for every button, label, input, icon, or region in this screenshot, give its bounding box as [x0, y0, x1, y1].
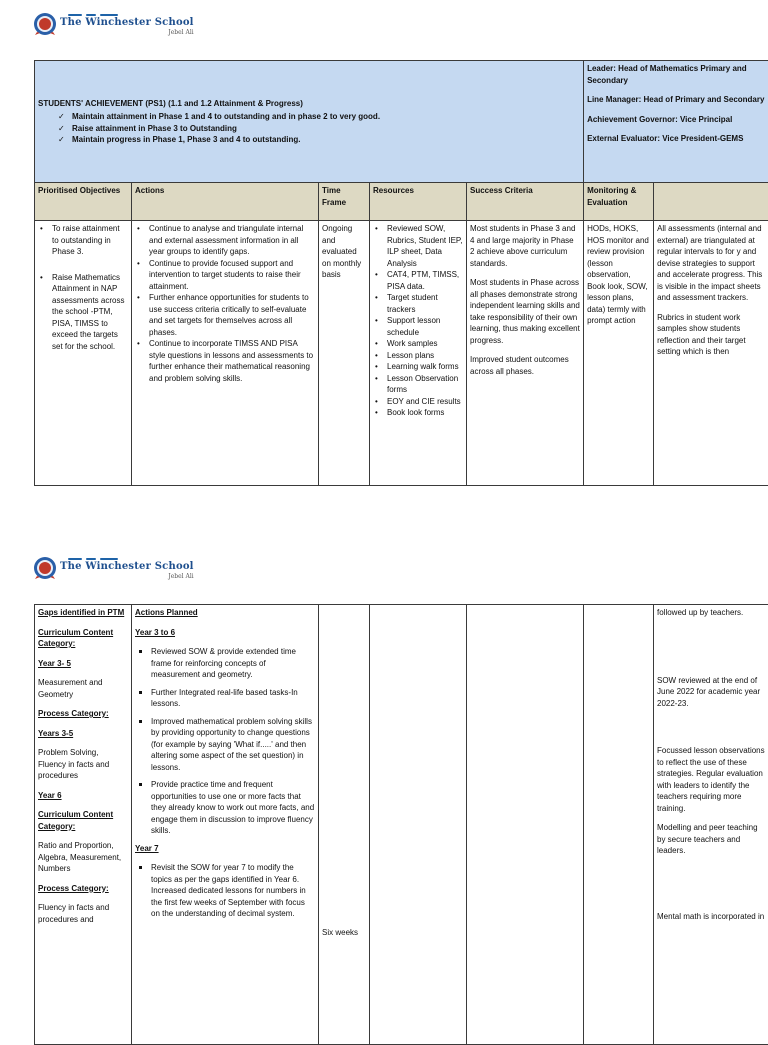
header-goals [35, 61, 584, 183]
evaluation-cell [654, 221, 768, 486]
col-resources: Resources [370, 183, 467, 221]
success-cell [467, 605, 584, 1045]
time-value: Six weeks [322, 927, 366, 939]
goal-item: ✓ Maintain progress in Phase 1, Phase 3 and 4 to outstanding. [58, 134, 580, 146]
resource-item: • EOY and CIE results [373, 396, 463, 408]
time-cell [319, 605, 370, 1045]
school-name: The Winchester School [60, 18, 194, 28]
line-manager: Line Manager: Head of Primary and Secondary [587, 94, 765, 106]
actions-planned-cell [132, 605, 319, 1045]
goal-item: ✓ Raise attainment in Phase 3 to Outstanding [58, 123, 580, 135]
school-logo [33, 12, 194, 36]
gap-heading: Curriculum Content Category: [38, 627, 128, 650]
planned-action: Revisit the SOW for year 7 to modify the topics as per the gaps identified in Year 6. Increased dedicated lessons for numbers in the first few weeks of September with focus on the understanding of decimal system. [135, 862, 315, 920]
action-item: • Continue to provide focused support and intervention to target students to raise their attainment. [135, 258, 315, 293]
header-title: STUDENTS' ACHIEVEMENT (PS1) (1.1 and 1.2 Attainment & Progress) [38, 98, 580, 110]
gaps-cell [35, 605, 132, 1045]
success-cell [467, 221, 584, 486]
resources-cell [370, 221, 467, 486]
school-crest-icon [33, 556, 57, 580]
objective-item: • To raise attainment to outstanding in Phase 3. [38, 223, 128, 258]
monitoring-cell: HODs, HOKS, HOS monitor and review provision (lesson observation, Book look, SOW, lesson plans, data) termly with prompt action [584, 221, 654, 486]
resource-item: • Learning walk forms [373, 361, 463, 373]
evaluator: External Evaluator: Vice President-GEMS [587, 133, 765, 145]
success-item: Improved student outcomes across all phases. [470, 354, 580, 377]
evaluation-item: followed up by teachers. [657, 607, 765, 619]
action-item: • Continue to analyse and triangulate internal and external assessment information in all year groups to identify gaps. [135, 223, 315, 258]
year-heading: Year 3 to 6 [135, 627, 315, 639]
header-roles [584, 61, 768, 183]
actions-cell [132, 221, 319, 486]
col-actions: Actions [132, 183, 319, 221]
evaluation-item: Modelling and peer teaching by secure teachers and leaders. [657, 822, 765, 857]
col-time: Time Frame [319, 183, 370, 221]
gap-item: Ratio and Proportion, Algebra, Measurement, Numbers [38, 840, 128, 875]
resource-item: • Target student trackers [373, 292, 463, 315]
evaluation-cell [654, 605, 768, 1045]
resource-item: • CAT4, PTM, TIMSS, PISA data. [373, 269, 463, 292]
action-item: • Further enhance opportunities for students to use success criteria critically to self-evaluate and set targets for themselves across all phases. [135, 292, 315, 338]
planned-action: Improved mathematical problem solving skills by providing opportunity to change questions (for example by saying 'What if.....' and then altering some aspect of the set question) in lessons. [135, 716, 315, 774]
resource-item: • Book look forms [373, 407, 463, 419]
school-location: Jebel Ali [60, 574, 194, 580]
gap-heading: Curriculum Content Category: [38, 809, 128, 832]
col-evaluation [654, 183, 768, 221]
leader: Leader: Head of Mathematics Primary and Secondary [587, 63, 765, 86]
resource-item: • Lesson Observation forms [373, 373, 463, 396]
objectives-cell [35, 221, 132, 486]
success-item: Most students in Phase 3 and 4 and large majority in Phase 2 achieve above curriculum standards. [470, 223, 580, 269]
evaluation-item: Focussed lesson observations to reflect the use of these strategies. Regular evaluation with leaders to identify the teachers requiring more training. [657, 745, 765, 814]
arabic-name [60, 556, 130, 562]
school-name: The Winchester School [60, 562, 194, 572]
goals-list [38, 111, 580, 146]
evaluation-item: Mental math is incorporated in [657, 911, 765, 923]
gap-item: Problem Solving, Fluency in facts and procedures [38, 747, 128, 782]
time-cell: Ongoing and evaluated on monthly basis [319, 221, 370, 486]
gap-heading: Years 3-5 [38, 728, 128, 740]
gap-item: Fluency in facts and procedures and [38, 902, 128, 925]
actions-planned-title: Actions Planned [135, 607, 315, 619]
col-objectives: Prioritised Objectives [35, 183, 132, 221]
school-logo [33, 556, 194, 580]
evaluation-item: SOW reviewed at the end of June 2022 for academic year 2022-23. [657, 675, 765, 710]
governor: Achievement Governor: Vice Principal [587, 114, 765, 126]
gap-heading: Year 6 [38, 790, 128, 802]
resources-cell [370, 605, 467, 1045]
planned-action: Further Integrated real-life based tasks-In lessons. [135, 687, 315, 710]
objective-item: • Raise Mathematics Attainment in NAP assessments across the school -PTM, PISA, TIMSS to exceed the targets set for the school. [38, 272, 128, 353]
gaps-title: Gaps identified in PTM [38, 607, 128, 619]
resource-item: • Support lesson schedule [373, 315, 463, 338]
year-heading: Year 7 [135, 843, 315, 855]
planned-action: Reviewed SOW & provide extended time frame for reinforcing concepts of measurement and geometry. [135, 646, 315, 681]
school-location: Jebel Ali [60, 30, 194, 36]
evaluation-item: All assessments (internal and external) are triangulated at regular intervals to for y and devise strategies to support and accelerate progress. This is visible in the impact sheets and assessment trackers. [657, 223, 765, 304]
gap-heading: Year 3- 5 [38, 658, 128, 670]
resource-item: • Lesson plans [373, 350, 463, 362]
gaps-table [34, 604, 768, 1045]
action-item: • Continue to incorporate TIMSS AND PISA style questions in lessons and assessments to further enhance their mathematical reasoning and problem solving skills. [135, 338, 315, 384]
monitoring-cell [584, 605, 654, 1045]
resource-item: • Work samples [373, 338, 463, 350]
gap-item: Measurement and Geometry [38, 677, 128, 700]
arabic-name [60, 12, 130, 18]
evaluation-item: Rubrics in student work samples show students reflection and their target setting which is then [657, 312, 765, 358]
success-item: Most students in Phase across all phases demonstrate strong independent learning skills and take responsibility of their own learning, thus making excellent progress. [470, 277, 580, 346]
school-crest-icon [33, 12, 57, 36]
goal-item: ✓ Maintain attainment in Phase 1 and 4 to outstanding and in phase 2 to very good. [58, 111, 580, 123]
col-monitoring: Monitoring & Evaluation [584, 183, 654, 221]
gap-heading: Process Category: [38, 708, 128, 720]
col-success: Success Criteria [467, 183, 584, 221]
resource-item: • Reviewed SOW, Rubrics, Student IEP, ILP sheet, Data Analysis [373, 223, 463, 269]
gap-heading: Process Category: [38, 883, 128, 895]
planned-action: Provide practice time and frequent opportunities to use one or more facts that they already know to work out more facts, and engage them in discussion to improve fluency skills. [135, 779, 315, 837]
action-plan-table [34, 60, 768, 486]
